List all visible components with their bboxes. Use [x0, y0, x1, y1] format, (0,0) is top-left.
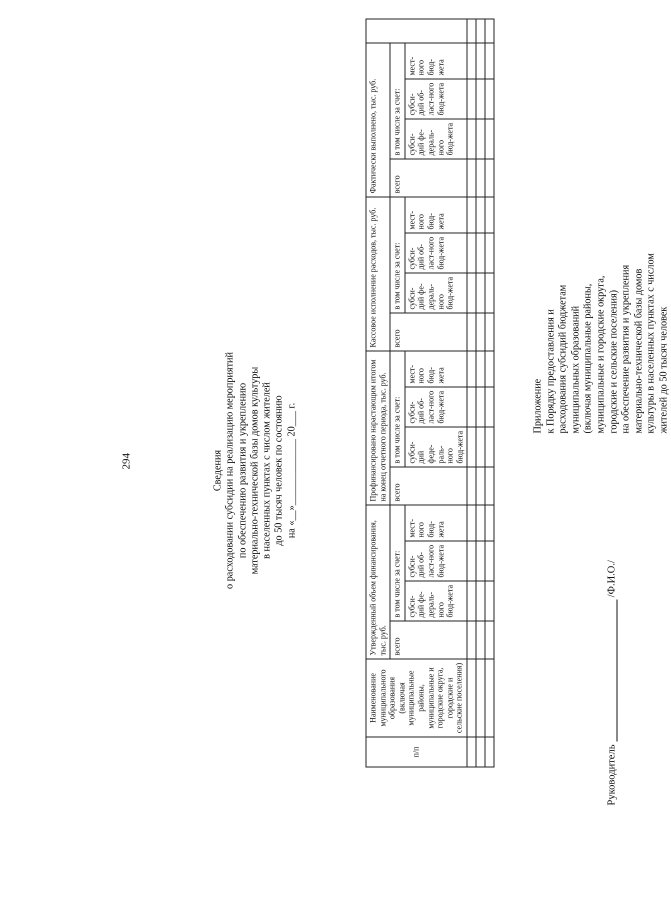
regional-header: субси-дий об-ласт-ного бюд-жета [404, 78, 467, 118]
table-cell [476, 196, 485, 232]
table-cell [485, 232, 494, 272]
table-cell [476, 118, 485, 158]
table-cell [467, 312, 476, 350]
appendix-line: материально-технической базы домов [632, 268, 644, 433]
including-header: в том числе за счет: [390, 504, 405, 620]
table-cell [467, 426, 476, 466]
signature-line [605, 560, 617, 805]
including-header: в том числе за счет: [390, 196, 405, 312]
appendix-line: культуры в населенных пунктах с числом [645, 252, 657, 433]
table-cell [467, 466, 476, 504]
table-cell [476, 272, 485, 312]
table-cell [476, 737, 485, 767]
table-cell [485, 196, 494, 232]
table-cell [467, 581, 476, 621]
report-table [365, 18, 494, 767]
table-cell [467, 737, 476, 767]
table-cell [485, 312, 494, 350]
table-cell [467, 196, 476, 232]
table-cell [476, 78, 485, 118]
title-line: по обеспечению развития и укреплению [236, 382, 248, 558]
table-cell [476, 158, 485, 196]
title-line: на «__»_____________ 20___ г. [285, 402, 297, 538]
header-row [366, 18, 390, 766]
table-cell [467, 118, 476, 158]
empty-header-cell [366, 18, 467, 42]
table-cell [476, 426, 485, 466]
local-header: мест-ного бюд-жета [404, 42, 467, 78]
total-header: всего [390, 158, 467, 196]
table-cell [476, 312, 485, 350]
group-header-approved: Утвержденный объем финансирования, тыс. руб. [366, 504, 390, 658]
table-cell [485, 541, 494, 581]
total-header: всего [390, 312, 467, 350]
table-cell [476, 541, 485, 581]
table-cell [467, 541, 476, 581]
table-cell [485, 42, 494, 78]
title-line: до 50 тысяч человек по состоянию [273, 394, 285, 546]
page-number: 294 [120, 452, 132, 469]
table-cell [476, 504, 485, 540]
local-header: мест-ного бюд-жета [404, 196, 467, 232]
local-header: мест-ного бюд-жета [404, 350, 467, 386]
title-line: в населенных пунктах с числом жителей [261, 381, 273, 559]
total-header: всего [390, 466, 467, 504]
table-cell [485, 581, 494, 621]
table-cell [485, 118, 494, 158]
table-cell [476, 42, 485, 78]
appendix-line: Приложение [532, 378, 543, 433]
table-cell [476, 18, 485, 42]
table-cell [485, 18, 494, 42]
table-cell [485, 386, 494, 426]
table-cell [467, 659, 476, 737]
table-cell [476, 386, 485, 426]
appendix-line: муниципальные и городские округа, [594, 275, 606, 433]
table-cell [485, 737, 494, 767]
table-cell [467, 78, 476, 118]
regional-header: субси-дий об-ласт-ного бюд-жета [404, 386, 467, 426]
appendix-line: расходования субсидий бюджетам [557, 284, 569, 433]
federal-header: субси-дий фе-дераль-ного бюд-жета [404, 272, 467, 312]
signature-fio: /Ф.И.О./ [606, 559, 617, 597]
table-cell [476, 581, 485, 621]
table-cell [476, 621, 485, 659]
table-cell [467, 621, 476, 659]
table-row [467, 18, 476, 766]
group-header-financed: Профинансировано нарастающим итогом на конец отчетного периода, тыс. руб. [366, 350, 390, 504]
title-line: о расходовании субсидии на реализацию мероприятий [224, 351, 236, 589]
table-row [476, 18, 485, 766]
table-cell [467, 350, 476, 386]
table-cell [476, 466, 485, 504]
header-row [390, 18, 405, 766]
appendix-line: к Порядку предоставления и [544, 308, 556, 433]
table-cell [485, 466, 494, 504]
table-cell [467, 18, 476, 42]
signature-blank [605, 599, 617, 741]
table-cell [476, 350, 485, 386]
report-title [212, 305, 298, 635]
table-cell [467, 42, 476, 78]
col-name-header: Наименование муниципального образования (включая муниципальные районы, муниципальные и городские округа, городские и сельские поселения) [366, 659, 467, 737]
appendix-line: на обеспечение развития и укрепления [620, 264, 632, 433]
table-cell [485, 659, 494, 737]
appendix-line: жителей до 50 тысяч человек [657, 306, 669, 433]
federal-header: субси-дий фе-дераль-ного бюд-жета [404, 581, 467, 621]
table-cell [467, 386, 476, 426]
regional-header: субси-дий об-ласт-ного бюд-жета [404, 232, 467, 272]
group-header-actual: Фактически выполнено, тыс. руб. [366, 42, 390, 196]
col-num-header: п/п [366, 737, 467, 767]
appendix-line: муниципальных образований [569, 305, 581, 433]
appendix-line: городские и сельские поселения) [607, 289, 619, 433]
federal-header: субси-дий фе-дераль-ного бюд-жета [404, 118, 467, 158]
including-header: в том числе за счет: [390, 350, 405, 466]
regional-header: субси-дий об-ласт-ного бюд-жета [404, 541, 467, 581]
title-line: материально-технической базы домов культуры [248, 366, 260, 574]
table-cell [476, 232, 485, 272]
including-header: в том числе за счет: [390, 42, 405, 158]
table-cell [467, 158, 476, 196]
table-cell [485, 272, 494, 312]
table-cell [485, 158, 494, 196]
table-cell [467, 232, 476, 272]
signature-label: Руководитель [606, 744, 617, 805]
table-cell [476, 659, 485, 737]
table-cell [485, 350, 494, 386]
federal-header: субси-дий феде-раль-ного бюд-жета [404, 426, 467, 466]
table-cell [467, 272, 476, 312]
table-cell [485, 621, 494, 659]
group-header-cash: Кассовое исполнение расходов, тыс. руб. [366, 196, 390, 350]
appendix-line: (включая муниципальные районы, [582, 283, 594, 433]
title-heading: Сведения [212, 449, 223, 491]
table-row [485, 18, 494, 766]
table-cell [485, 78, 494, 118]
appendix-block [532, 93, 671, 433]
local-header: мест-ного бюд-жета [404, 504, 467, 540]
table-cell [467, 504, 476, 540]
table-cell [485, 504, 494, 540]
total-header: всего [390, 621, 467, 659]
table-cell [485, 426, 494, 466]
